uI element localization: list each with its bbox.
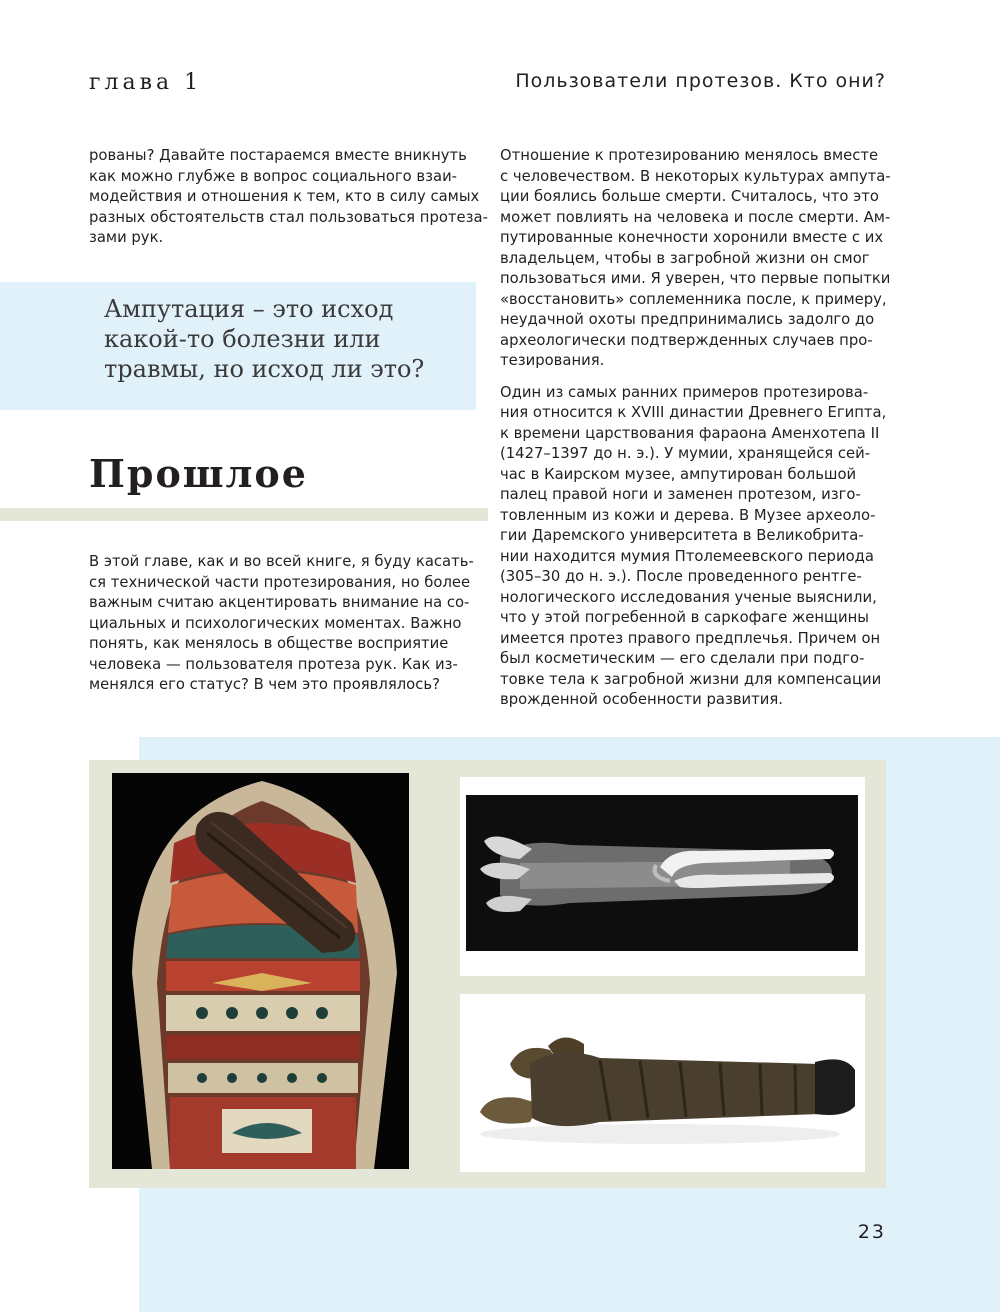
text-line: может повлиять на человека и после смерти. Ам-: [500, 208, 891, 226]
pull-quote-line: какой-то болезни или: [104, 325, 381, 353]
text-line: В этой главе, как и во всей книге, я буду касать-: [89, 553, 474, 570]
text-line: товленным из кожи и дерева. В Музее археоло-: [500, 506, 876, 524]
text-line: ся технической части протезирования, но более: [89, 573, 471, 591]
xray-illustration: [460, 777, 865, 976]
text-line: ции боялись больше смерти. Считалось, что это: [500, 188, 879, 205]
text-line: с человечеством. В некоторых культурах ампута-: [500, 167, 891, 185]
text-line: врожденной особенности развития.: [500, 691, 784, 708]
text-line: зами рук.: [89, 229, 164, 246]
text-line: имеется протез правого предплечья. Причем он: [500, 629, 881, 647]
text-line: менялся его статус? В чем это проявлялось?: [89, 676, 440, 693]
text-line: рованы? Давайте постараемся вместе вникнуть: [89, 147, 467, 164]
text-line: модействия и отношения к тем, кто в силу самых: [89, 188, 480, 205]
right-paragraph-2: [500, 383, 890, 711]
text-line: циальных и психологических моментах. Важно: [89, 614, 462, 632]
text-line: пользоваться ими. Я уверен, что первые попытки: [500, 270, 891, 287]
text-line: (305–30 до н. э.). После проведенного рентге-: [500, 568, 862, 585]
pull-quote-line: Ампутация – это исход: [104, 295, 394, 323]
chapter-label: глава 1: [89, 70, 203, 95]
text-line: разных обстоятельств стал пользоваться протеза-: [89, 208, 488, 226]
pull-quote-line: травмы, но исход ли это?: [104, 355, 425, 383]
text-line: Отношение к протезированию менялось вместе: [500, 147, 879, 164]
text-line: неудачной охоты предпринимались задолго до: [500, 311, 875, 328]
right-column: [500, 146, 890, 711]
page-number: 23: [857, 1221, 886, 1243]
section-title: Прошлое: [89, 451, 308, 496]
text-line: к времени царствования фараона Аменхотепа II: [500, 424, 880, 442]
text-line: ния относится к XVIII династии Древнего Египта,: [500, 404, 887, 421]
left-top-paragraph: [89, 146, 488, 249]
sarcophagus-photo: [112, 773, 409, 1169]
left-bottom-paragraph: [89, 552, 479, 696]
text-line: что у этой погребенной в саркофаге женщины: [500, 609, 869, 626]
text-line: понять, как менялось в обществе восприятие: [89, 635, 449, 652]
paragraph-gap: [500, 372, 890, 383]
text-line: (1427–1397 до н. э.). У мумии, хранящейся сей-: [500, 445, 871, 462]
text-line: владельцем, чтобы в загробной жизни он смог: [500, 249, 870, 267]
text-line: палец правой ноги и заменен протезом, изго-: [500, 486, 861, 503]
text-line: был косметическим — его сделали при подго-: [500, 650, 865, 667]
xray-photo: [460, 777, 865, 976]
text-line: гии Даремского университета в Великобрита-: [500, 527, 864, 544]
prosthesis-photo: [460, 994, 865, 1172]
text-line: Один из самых ранних примеров протезирова-: [500, 383, 869, 401]
text-line: как можно глубже в вопрос социального взаи-: [89, 167, 458, 185]
text-line: археологически подтвержденных случаев про-: [500, 331, 873, 349]
sarcophagus-illustration: [112, 773, 409, 1169]
right-paragraph-1: [500, 146, 890, 372]
text-line: человека — пользователя протеза рук. Как из-: [89, 655, 458, 673]
prosthesis-illustration: [460, 994, 865, 1172]
text-line: нологического исследования ученые выяснили,: [500, 588, 877, 606]
pull-quote: [104, 294, 424, 384]
text-line: час в Каирском музее, ампутирован большой: [500, 465, 857, 483]
text-line: нии находится мумия Птолемеевского периода: [500, 547, 874, 565]
text-line: тезирования.: [500, 352, 605, 369]
text-line: путированные конечности хоронили вместе с их: [500, 229, 884, 246]
text-line: товке тела к загробной жизни для компенсации: [500, 670, 882, 688]
section-title-rule: [0, 508, 488, 521]
text-line: «восстановить» соплеменника после, к примеру,: [500, 290, 887, 308]
running-title: Пользователи протезов. Кто они?: [515, 70, 886, 92]
text-line: важным считаю акцентировать внимание на со-: [89, 594, 470, 611]
